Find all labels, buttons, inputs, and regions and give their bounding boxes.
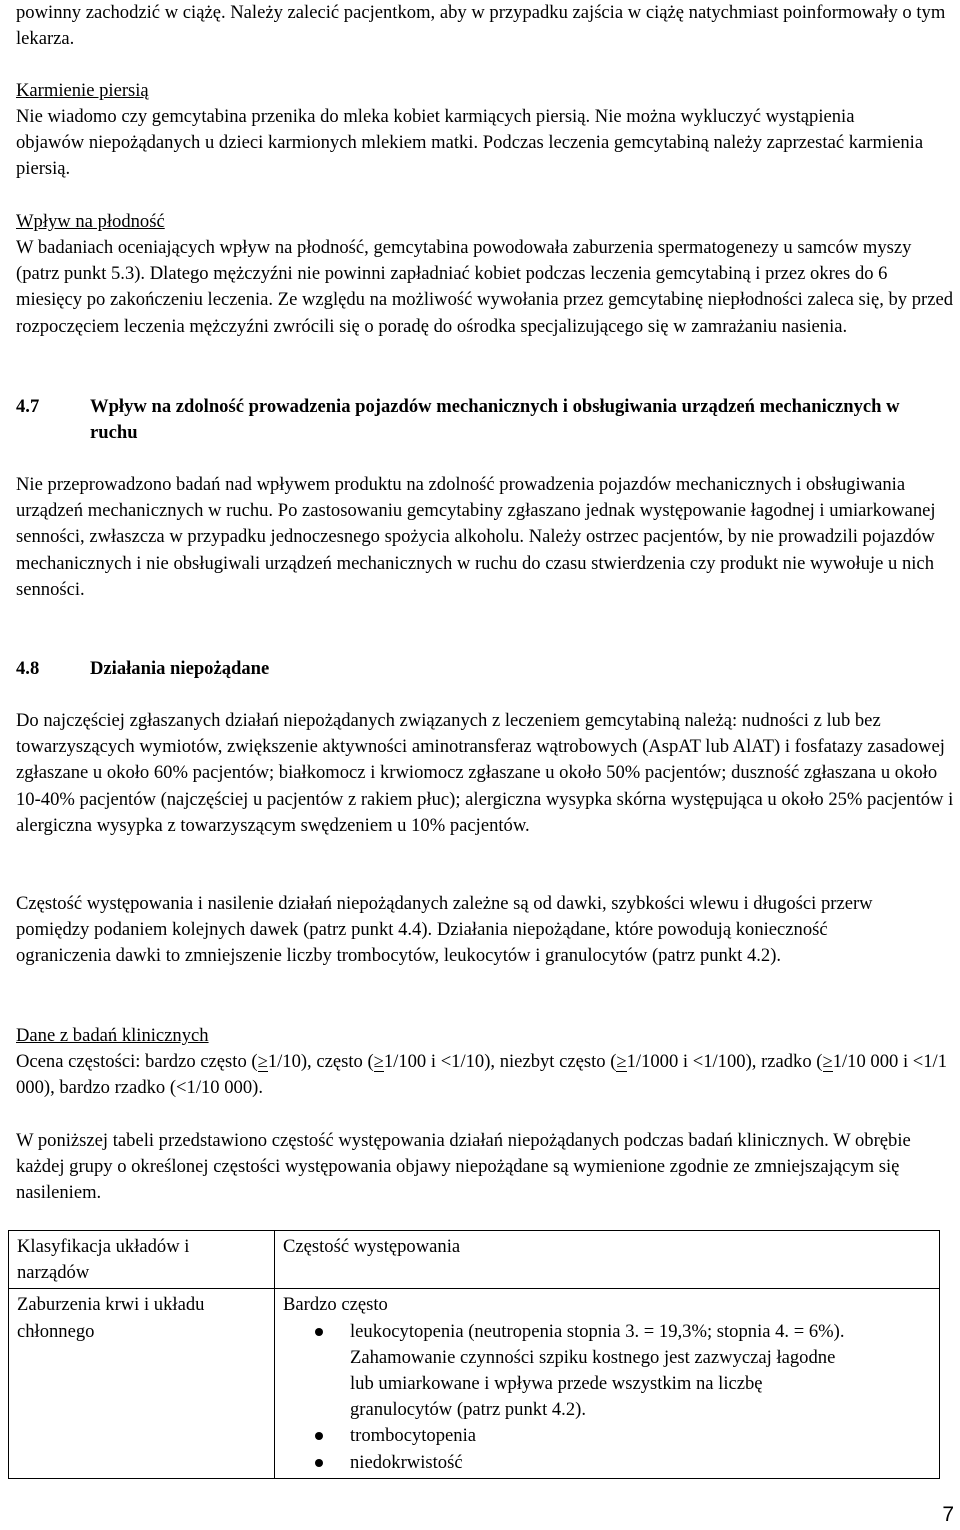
bullet-icon bbox=[315, 1459, 323, 1467]
paragraph-driving: Nie przeprowadzono badań nad wpływem produktu na zdolność prowadzenia pojazdów mechanicznych i obsługiwania urządzeń mechanicznych w ruchu. Po zastosowaniu gemcytabiny zgłaszano jednak występowanie łagodnej i umiarkowanej senności, zwłaszcza w przypadku jednoczesnego spożycia alkoholu. Należy ostrzec pacjentów, by nie prowadzili pojazdów mechanicznych i nie obsługiwali urządzeń mechanicznych w ruchu do czasu stwierdzenia czy produkt nie wywołuje u nich senności. bbox=[16, 474, 936, 600]
list-item: trombocytopenia bbox=[283, 1423, 863, 1449]
table-cell-classification: Zaburzenia krwi i układu chłonnego bbox=[9, 1289, 275, 1478]
greater-equal-symbol: ≥ bbox=[257, 1051, 268, 1072]
table-cell-frequency bbox=[275, 1289, 940, 1478]
paragraph-table-intro: W poniższej tabeli przedstawiono częstość występowania działań niepożądanych podczas badań klinicznych. W obrębie każdej grupy o określonej częstości występowania objawy niepożądane są wymienione zgodnie ze zmniejszającym się nasileniem. bbox=[16, 1130, 911, 1204]
paragraph-adverse-common: Do najczęściej zgłaszanych działań niepożądanych związanych z leczeniem gemcytabiną należą: nudności z lub bez towarzyszących wymiotów, zwiększenie aktywności aminotransferaz wątrobowych (AspAT lub AlAT) i fosfatazy zasadowej zgłaszane u około 60% pacjentów; białkomocz i krwiomocz zgłaszane u około 50% pacjentów; duszność zgłaszana u około 10-40% pacjentów (najczęściej u pacjentów z rakiem płuc); alergiczna wysypka skórna występująca u około 25% pacjentów i alergiczna wysypka z towarzyszącym swędzeniem u 10% pacjentów. bbox=[16, 710, 954, 836]
greater-equal-symbol: ≥ bbox=[373, 1051, 384, 1072]
heading-breastfeeding: Karmienie piersią bbox=[16, 80, 149, 101]
section-number: 4.7 bbox=[16, 396, 40, 417]
greater-equal-symbol: ≥ bbox=[822, 1051, 833, 1072]
adverse-reactions-table bbox=[8, 1230, 940, 1479]
table-header-row bbox=[9, 1231, 940, 1289]
list-item: niedokrwistość bbox=[283, 1450, 863, 1476]
table-row bbox=[9, 1289, 940, 1478]
table-header-cell-frequency: Częstość występowania bbox=[275, 1231, 940, 1289]
page-number: 7 bbox=[942, 1503, 954, 1526]
greater-equal-symbol: ≥ bbox=[616, 1051, 627, 1072]
section-title: Wpływ na zdolność prowadzenia pojazdów mechanicznych i obsługiwania urządzeń mechanicznych w ruchu bbox=[90, 396, 900, 444]
paragraph-adverse-dose: Częstość występowania i nasilenie działań niepożądanych zależne są od dawki, szybkości wlewu i długości przerw pomiędzy podaniem kolejnych dawek (patrz punkt 4.4). Działania niepożądane, które powodują konieczność ograniczenia dawki to zmniejszenie liczby trombocytów, leukocytów i granulocytów (patrz punkt 4.2). bbox=[16, 893, 873, 967]
section-number: 4.8 bbox=[16, 658, 40, 679]
section-title: Działania niepożądane bbox=[90, 658, 270, 679]
heading-fertility: Wpływ na płodność bbox=[16, 211, 165, 232]
heading-clinical-data: Dane z badań klinicznych bbox=[16, 1025, 209, 1046]
list-item: leukocytopenia (neutropenia stopnia 3. = 19,3%; stopnia 4. = 6%). Zahamowanie czynności szpiku kostnego jest zazwyczaj łagodne lub umiarkowane i wpływa przede wszystkim na liczbę granulocytów (patrz punkt 4.2). bbox=[283, 1319, 863, 1424]
bullet-icon bbox=[315, 1432, 323, 1440]
adverse-reaction-list bbox=[283, 1319, 863, 1476]
paragraph-breastfeeding: Nie wiadomo czy gemcytabina przenika do mleka kobiet karmiących piersią. Nie można wykluczyć wystąpienia objawów niepożądanych u dzieci karmionych mlekiem matki. Podczas leczenia gemcytabiną należy zaprzestać karmienia piersią. bbox=[16, 106, 924, 180]
paragraph-pregnancy-continuation: powinny zachodzić w ciążę. Należy zalecić pacjentkom, aby w przypadku zajścia w ciążę natychmiast poinformowały o tym lekarza. bbox=[16, 2, 946, 50]
paragraph-frequency-definition: Ocena częstości: bardzo często (≥1/10), często (≥1/100 i <1/10), niezbyt często (≥1/1000 i <1/100), rzadko (≥1/10 000 i <1/1 000), bardzo rzadko (<1/10 000). bbox=[16, 1051, 948, 1099]
paragraph-fertility: W badaniach oceniających wpływ na płodność, gemcytabina powodowała zaburzenia spermatogenezy u samców myszy (patrz punkt 5.3). Dlatego mężczyźni nie powinni zapładniać kobiet podczas leczenia gemcytabiną i przez okres do 6 miesięcy po zakończeniu leczenia. Ze względu na możliwość wywołania przez gemcytabinę niepłodności zaleca się, by przed rozpoczęciem leczenia mężczyźni zwrócili się o poradę do ośrodka specjalizującego się w zamrażaniu nasienia. bbox=[16, 237, 954, 337]
section-4-8-heading bbox=[16, 656, 269, 682]
table-header-cell-classification: Klasyfikacja układów i narządów bbox=[9, 1231, 275, 1289]
bullet-icon bbox=[315, 1328, 323, 1336]
frequency-label: Bardzo często bbox=[283, 1294, 388, 1316]
section-4-7-heading bbox=[16, 394, 956, 446]
